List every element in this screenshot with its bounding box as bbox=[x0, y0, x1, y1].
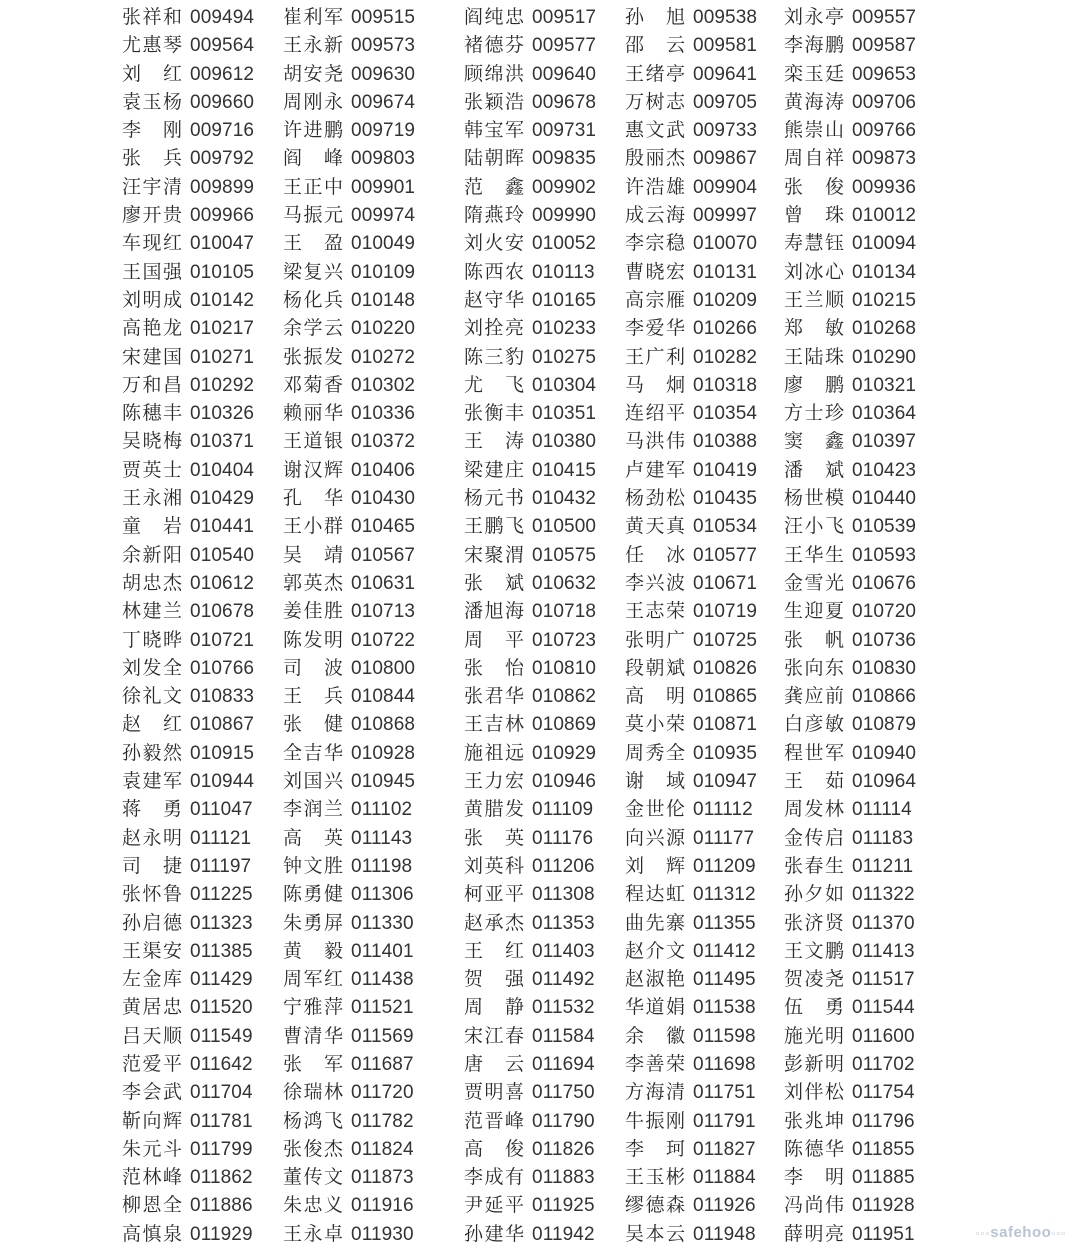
roster-entry: 张向东 010830 bbox=[784, 656, 917, 679]
roster-row bbox=[0, 569, 1080, 597]
roster-entry: 徐瑞林 011720 bbox=[283, 1081, 414, 1104]
roster-entry: 马振元 009974 bbox=[283, 204, 416, 227]
roster-row bbox=[0, 343, 1080, 371]
roster-entry: 范晋峰 011790 bbox=[464, 1109, 595, 1132]
roster-entry: 朱元斗 011799 bbox=[122, 1137, 253, 1160]
roster-entry: 龚应前 010866 bbox=[784, 685, 917, 708]
roster-entry: 王广利 010282 bbox=[625, 345, 758, 368]
roster-entry: 王吉林 010869 bbox=[464, 713, 597, 736]
roster-entry: 贺凌尧 011517 bbox=[784, 968, 915, 991]
roster-entry: 杨世模 010440 bbox=[784, 487, 917, 510]
roster-entry: 黄居忠 011520 bbox=[122, 996, 253, 1019]
roster-entry: 王 茹 010964 bbox=[784, 770, 917, 793]
roster-entry: 许进鹏 009719 bbox=[283, 119, 416, 142]
roster-row bbox=[0, 427, 1080, 455]
roster-entry: 张春生 011211 bbox=[784, 854, 914, 877]
roster-entry: 孙毅然 010915 bbox=[122, 741, 255, 764]
roster-entry: 陈穗丰 010326 bbox=[122, 402, 255, 425]
roster-entry: 汪宇清 009899 bbox=[122, 175, 255, 198]
roster-entry: 林建兰 010678 bbox=[122, 600, 255, 623]
roster-entry: 孙启德 011323 bbox=[122, 911, 253, 934]
roster-entry: 张济贤 011370 bbox=[784, 911, 915, 934]
roster-entry: 王 盈 010049 bbox=[283, 232, 416, 255]
roster-entry: 成云海 009997 bbox=[625, 204, 758, 227]
roster-entry: 赵淑艳 011495 bbox=[625, 968, 756, 991]
roster-entry: 范 鑫 009902 bbox=[464, 175, 597, 198]
roster-entry: 伍 勇 011544 bbox=[784, 996, 915, 1019]
roster-entry: 余新阳 010540 bbox=[122, 543, 255, 566]
roster-entry: 王渠安 011385 bbox=[122, 939, 253, 962]
roster-entry: 吕天顺 011549 bbox=[122, 1024, 253, 1047]
roster-entry: 张振发 010272 bbox=[283, 345, 416, 368]
roster-entry: 靳向辉 011781 bbox=[122, 1109, 253, 1132]
roster-entry: 赵承杰 011353 bbox=[464, 911, 595, 934]
roster-row bbox=[0, 173, 1080, 201]
roster-entry: 袁玉杨 009660 bbox=[122, 90, 255, 113]
roster-entry: 郭英杰 010631 bbox=[283, 571, 416, 594]
roster-entry: 张俊杰 011824 bbox=[283, 1137, 414, 1160]
roster-entry: 张 怡 010810 bbox=[464, 656, 597, 679]
roster-row bbox=[0, 880, 1080, 908]
watermark-dots-left: ▫▫▫ bbox=[975, 1228, 991, 1240]
roster-entry: 曲先寨 011355 bbox=[625, 911, 756, 934]
roster-entry: 冯尚伟 011928 bbox=[784, 1194, 915, 1217]
roster-row bbox=[0, 767, 1080, 795]
roster-entry: 窦 鑫 010397 bbox=[784, 430, 917, 453]
roster-entry: 杨元书 010432 bbox=[464, 487, 597, 510]
roster-entry: 胡忠杰 010612 bbox=[122, 571, 255, 594]
roster-entry: 刘伴松 011754 bbox=[784, 1081, 915, 1104]
roster-row bbox=[0, 484, 1080, 512]
roster-entry: 方士珍 010364 bbox=[784, 402, 917, 425]
roster-entry: 蒋 勇 011047 bbox=[122, 798, 253, 821]
roster-entry: 方海清 011751 bbox=[625, 1081, 756, 1104]
roster-row bbox=[0, 937, 1080, 965]
roster-entry: 黄腊发 011109 bbox=[464, 798, 594, 821]
roster-entry: 陈发明 010722 bbox=[283, 628, 416, 651]
roster-row bbox=[0, 824, 1080, 852]
roster-entry: 范爱平 011642 bbox=[122, 1052, 253, 1075]
roster-row bbox=[0, 60, 1080, 88]
roster-entry: 张兆坤 011796 bbox=[784, 1109, 915, 1132]
roster-entry: 李会武 011704 bbox=[122, 1081, 253, 1104]
roster-entry: 王陆珠 010290 bbox=[784, 345, 917, 368]
roster-entry: 栾玉廷 009653 bbox=[784, 62, 917, 85]
roster-entry: 华道娟 011538 bbox=[625, 996, 756, 1019]
roster-entry: 王玉彬 011884 bbox=[625, 1166, 756, 1189]
roster-entry: 吴晓梅 010371 bbox=[122, 430, 255, 453]
roster-entry: 王绪亭 009641 bbox=[625, 62, 758, 85]
roster-entry: 张祥和 009494 bbox=[122, 6, 255, 28]
roster-row bbox=[0, 626, 1080, 654]
roster-entry: 高艳龙 010217 bbox=[122, 317, 255, 340]
roster-entry: 陈西农 010113 bbox=[464, 260, 595, 283]
roster-entry: 柳恩全 011886 bbox=[122, 1194, 253, 1217]
roster-entry: 程世军 010940 bbox=[784, 741, 917, 764]
roster-row bbox=[0, 116, 1080, 144]
roster-entry: 张 兵 009792 bbox=[122, 147, 255, 170]
roster-entry: 王志荣 010719 bbox=[625, 600, 758, 623]
roster-entry: 张 俊 009936 bbox=[784, 175, 917, 198]
roster-entry: 范林峰 011862 bbox=[122, 1166, 253, 1189]
roster-row bbox=[0, 993, 1080, 1021]
roster-entry: 万树志 009705 bbox=[625, 90, 758, 113]
roster-entry: 阎纯忠 009517 bbox=[464, 6, 597, 28]
roster-entry: 王 兵 010844 bbox=[283, 685, 416, 708]
roster-entry: 李爱华 010266 bbox=[625, 317, 758, 340]
roster-entry: 张 军 011687 bbox=[283, 1052, 414, 1075]
roster-entry: 黄海涛 009706 bbox=[784, 90, 917, 113]
roster-entry: 张 斌 010632 bbox=[464, 571, 597, 594]
roster-entry: 全吉华 010928 bbox=[283, 741, 416, 764]
roster-entry: 褚德芬 009577 bbox=[464, 34, 597, 57]
roster-row bbox=[0, 1050, 1080, 1078]
roster-entry: 李 明 011885 bbox=[784, 1166, 915, 1189]
roster-entry: 李善荣 011698 bbox=[625, 1052, 756, 1075]
roster-entry: 周 静 011532 bbox=[464, 996, 595, 1019]
roster-row bbox=[0, 1022, 1080, 1050]
roster-entry: 刘明成 010142 bbox=[122, 288, 255, 311]
roster-row bbox=[0, 512, 1080, 540]
roster-entry: 薛明亮 011951 bbox=[784, 1222, 915, 1245]
roster-entry: 孔 华 010430 bbox=[283, 487, 416, 510]
roster-entry: 韩宝军 009731 bbox=[464, 119, 597, 142]
roster-entry: 廖 鹏 010321 bbox=[784, 373, 917, 396]
roster-row bbox=[0, 541, 1080, 569]
roster-entry: 贾明喜 011750 bbox=[464, 1081, 595, 1104]
roster-entry: 高慎泉 011929 bbox=[122, 1222, 253, 1245]
roster-entry: 陈勇健 011306 bbox=[283, 883, 414, 906]
roster-entry: 高宗雁 010209 bbox=[625, 288, 758, 311]
roster-entry: 刘国兴 010945 bbox=[283, 770, 416, 793]
roster-entry: 王道银 010372 bbox=[283, 430, 416, 453]
roster-entry: 王鹏飞 010500 bbox=[464, 515, 597, 538]
roster-row bbox=[0, 201, 1080, 229]
roster-row bbox=[0, 144, 1080, 172]
roster-entry: 金雪光 010676 bbox=[784, 571, 917, 594]
watermark-dots-right: ▫▫▫ bbox=[1051, 1228, 1066, 1240]
roster-entry: 彭新明 011702 bbox=[784, 1052, 915, 1075]
roster-entry: 潘 斌 010423 bbox=[784, 458, 917, 481]
roster-row bbox=[0, 1191, 1080, 1219]
roster-entry: 连绍平 010354 bbox=[625, 402, 758, 425]
roster-entry: 孙夕如 011322 bbox=[784, 883, 915, 906]
roster-entry: 王永新 009573 bbox=[283, 34, 416, 57]
roster-entry: 司 波 010800 bbox=[283, 656, 416, 679]
roster-entry: 汪小飞 010539 bbox=[784, 515, 917, 538]
roster-entry: 张 健 010868 bbox=[283, 713, 416, 736]
roster-entry: 曹清华 011569 bbox=[283, 1024, 414, 1047]
roster-entry: 刘发全 010766 bbox=[122, 656, 255, 679]
roster-entry: 马洪伟 010388 bbox=[625, 430, 758, 453]
roster-entry: 吴本云 011948 bbox=[625, 1222, 756, 1245]
roster-row bbox=[0, 1163, 1080, 1191]
roster-entry: 左金库 011429 bbox=[122, 968, 253, 991]
roster-entry: 高 明 010865 bbox=[625, 685, 758, 708]
roster-row bbox=[0, 456, 1080, 484]
roster-row bbox=[0, 682, 1080, 710]
roster-entry: 王兰顺 010215 bbox=[784, 288, 917, 311]
roster-entry: 寿慧钰 010094 bbox=[784, 232, 917, 255]
roster-entry: 赵 红 010867 bbox=[122, 713, 255, 736]
roster-row bbox=[0, 965, 1080, 993]
roster-entry: 赵永明 011121 bbox=[122, 826, 252, 849]
roster-row bbox=[0, 286, 1080, 314]
roster-entry: 黄天真 010534 bbox=[625, 515, 758, 538]
roster-entry: 吴 靖 010567 bbox=[283, 543, 416, 566]
roster-entry: 曾 珠 010012 bbox=[784, 204, 917, 227]
roster-entry: 尹延平 011925 bbox=[464, 1194, 595, 1217]
roster-entry: 梁建庄 010415 bbox=[464, 458, 597, 481]
roster-entry: 余学云 010220 bbox=[283, 317, 416, 340]
roster-entry: 宋聚渭 010575 bbox=[464, 543, 597, 566]
roster-entry: 宋建国 010271 bbox=[122, 345, 255, 368]
roster-entry: 马 炯 010318 bbox=[625, 373, 758, 396]
roster-entry: 陈三豹 010275 bbox=[464, 345, 597, 368]
roster-row bbox=[0, 852, 1080, 880]
roster-entry: 李 珂 011827 bbox=[625, 1137, 756, 1160]
roster-entry: 施光明 011600 bbox=[784, 1024, 915, 1047]
roster-entry: 谢 域 010947 bbox=[625, 770, 758, 793]
roster-entry: 张 帆 010736 bbox=[784, 628, 917, 651]
roster-entry: 赵守华 010165 bbox=[464, 288, 597, 311]
roster-entry: 车现红 010047 bbox=[122, 232, 255, 255]
roster-entry: 金传启 011183 bbox=[784, 826, 914, 849]
roster-entry: 李海鹏 009587 bbox=[784, 34, 917, 57]
roster-row bbox=[0, 371, 1080, 399]
roster-entry: 邓菊香 010302 bbox=[283, 373, 416, 396]
roster-entry: 刘拴亮 010233 bbox=[464, 317, 597, 340]
roster-entry: 万和昌 010292 bbox=[122, 373, 255, 396]
roster-entry: 顾绵洪 009640 bbox=[464, 62, 597, 85]
roster-entry: 殷丽杰 009867 bbox=[625, 147, 758, 170]
roster-entry: 余 徽 011598 bbox=[625, 1024, 756, 1047]
roster-entry: 谢汉辉 010406 bbox=[283, 458, 416, 481]
roster-entry: 钟文胜 011198 bbox=[283, 854, 413, 877]
roster-entry: 张颖浩 009678 bbox=[464, 90, 597, 113]
roster-entry: 莫小荣 010871 bbox=[625, 713, 758, 736]
roster-entry: 宁雅萍 011521 bbox=[283, 996, 414, 1019]
roster-entry: 王永卓 011930 bbox=[283, 1222, 414, 1245]
roster-entry: 柯亚平 011308 bbox=[464, 883, 595, 906]
roster-entry: 周自祥 009873 bbox=[784, 147, 917, 170]
roster-row bbox=[0, 1107, 1080, 1135]
name-roster bbox=[0, 3, 1080, 1248]
roster-entry: 惠文武 009733 bbox=[625, 119, 758, 142]
roster-entry: 缪德森 011926 bbox=[625, 1194, 756, 1217]
roster-row bbox=[0, 3, 1080, 31]
roster-entry: 董传文 011873 bbox=[283, 1166, 414, 1189]
roster-entry: 陆朝晖 009835 bbox=[464, 147, 597, 170]
roster-entry: 孙 旭 009538 bbox=[625, 6, 758, 28]
roster-entry: 刘英科 011206 bbox=[464, 854, 595, 877]
roster-entry: 张 英 011176 bbox=[464, 826, 594, 849]
roster-entry: 赵介文 011412 bbox=[625, 939, 756, 962]
roster-entry: 张君华 010862 bbox=[464, 685, 597, 708]
roster-entry: 尤 飞 010304 bbox=[464, 373, 597, 396]
roster-entry: 丁晓晔 010721 bbox=[122, 628, 255, 651]
roster-row bbox=[0, 1078, 1080, 1106]
roster-entry: 刘火安 010052 bbox=[464, 232, 597, 255]
roster-entry: 崔利军 009515 bbox=[283, 6, 416, 28]
roster-entry: 陈德华 011855 bbox=[784, 1137, 915, 1160]
roster-entry: 刘 辉 011209 bbox=[625, 854, 756, 877]
roster-entry: 王国强 010105 bbox=[122, 260, 255, 283]
roster-entry: 尤惠琴 009564 bbox=[122, 34, 255, 57]
roster-row bbox=[0, 1220, 1080, 1248]
roster-entry: 杨劲松 010435 bbox=[625, 487, 758, 510]
watermark-text: safehoo bbox=[990, 1224, 1052, 1241]
roster-entry: 任 冰 010577 bbox=[625, 543, 758, 566]
roster-entry: 邵 云 009581 bbox=[625, 34, 758, 57]
roster-entry: 司 捷 011197 bbox=[122, 854, 252, 877]
roster-entry: 朱忠义 011916 bbox=[283, 1194, 414, 1217]
roster-entry: 张衡丰 010351 bbox=[464, 402, 597, 425]
roster-entry: 王文鹏 011413 bbox=[784, 939, 915, 962]
roster-entry: 熊崇山 009766 bbox=[784, 119, 917, 142]
roster-entry: 卢建军 010419 bbox=[625, 458, 758, 481]
roster-entry: 黄 毅 011401 bbox=[283, 939, 414, 962]
roster-entry: 李宗稳 010070 bbox=[625, 232, 758, 255]
roster-entry: 程达虹 011312 bbox=[625, 883, 756, 906]
roster-entry: 童 岩 010441 bbox=[122, 515, 255, 538]
roster-entry: 徐礼文 010833 bbox=[122, 685, 255, 708]
roster-entry: 生迎夏 010720 bbox=[784, 600, 917, 623]
roster-row bbox=[0, 31, 1080, 59]
roster-entry: 梁复兴 010109 bbox=[283, 260, 416, 283]
roster-row bbox=[0, 314, 1080, 342]
roster-entry: 刘永亭 009557 bbox=[784, 6, 917, 28]
roster-entry: 潘旭海 010718 bbox=[464, 600, 597, 623]
roster-row bbox=[0, 88, 1080, 116]
roster-entry: 王小群 010465 bbox=[283, 515, 416, 538]
roster-entry: 王正中 009901 bbox=[283, 175, 416, 198]
site-watermark bbox=[976, 1224, 1066, 1241]
roster-entry: 宋江春 011584 bbox=[464, 1024, 595, 1047]
roster-entry: 王华生 010593 bbox=[784, 543, 917, 566]
roster-entry: 孙建华 011942 bbox=[464, 1222, 595, 1245]
roster-entry: 施祖远 010929 bbox=[464, 741, 597, 764]
roster-row bbox=[0, 795, 1080, 823]
roster-row bbox=[0, 710, 1080, 738]
roster-entry: 段朝斌 010826 bbox=[625, 656, 758, 679]
roster-entry: 白彦敏 010879 bbox=[784, 713, 917, 736]
roster-entry: 张明广 010725 bbox=[625, 628, 758, 651]
roster-row bbox=[0, 909, 1080, 937]
roster-entry: 郑 敏 010268 bbox=[784, 317, 917, 340]
roster-entry: 向兴源 011177 bbox=[625, 826, 755, 849]
roster-row bbox=[0, 229, 1080, 257]
roster-entry: 高 英 011143 bbox=[283, 826, 413, 849]
roster-entry: 贺 强 011492 bbox=[464, 968, 595, 991]
roster-entry: 牛振刚 011791 bbox=[625, 1109, 756, 1132]
roster-row bbox=[0, 654, 1080, 682]
roster-entry: 李润兰 011102 bbox=[283, 798, 413, 821]
roster-entry: 许浩雄 009904 bbox=[625, 175, 758, 198]
roster-entry: 阎 峰 009803 bbox=[283, 147, 416, 170]
roster-entry: 刘 红 009612 bbox=[122, 62, 255, 85]
roster-entry: 李 刚 009716 bbox=[122, 119, 255, 142]
roster-entry: 隋燕玲 009990 bbox=[464, 204, 597, 227]
roster-entry: 廖开贵 009966 bbox=[122, 204, 255, 227]
roster-entry: 王 涛 010380 bbox=[464, 430, 597, 453]
roster-row bbox=[0, 597, 1080, 625]
roster-entry: 周 平 010723 bbox=[464, 628, 597, 651]
roster-entry: 袁建军 010944 bbox=[122, 770, 255, 793]
roster-entry: 刘冰心 010134 bbox=[784, 260, 917, 283]
roster-row bbox=[0, 739, 1080, 767]
roster-entry: 李成有 011883 bbox=[464, 1166, 595, 1189]
roster-entry: 胡安尧 009630 bbox=[283, 62, 416, 85]
roster-row bbox=[0, 258, 1080, 286]
roster-entry: 曹晓宏 010131 bbox=[625, 260, 758, 283]
roster-row bbox=[0, 399, 1080, 427]
roster-entry: 周军红 011438 bbox=[283, 968, 414, 991]
roster-entry: 李兴波 010671 bbox=[625, 571, 758, 594]
roster-entry: 王 红 011403 bbox=[464, 939, 595, 962]
roster-entry: 高 俊 011826 bbox=[464, 1137, 595, 1160]
roster-entry: 周发林 011114 bbox=[784, 798, 912, 821]
roster-entry: 贾英士 010404 bbox=[122, 458, 255, 481]
roster-entry: 周刚永 009674 bbox=[283, 90, 416, 113]
roster-entry: 朱勇屏 011330 bbox=[283, 911, 414, 934]
roster-entry: 杨鸿飞 011782 bbox=[283, 1109, 414, 1132]
roster-entry: 王永湘 010429 bbox=[122, 487, 255, 510]
roster-entry: 杨化兵 010148 bbox=[283, 288, 416, 311]
roster-entry: 周秀全 010935 bbox=[625, 741, 758, 764]
roster-entry: 王力宏 010946 bbox=[464, 770, 597, 793]
roster-entry: 金世伦 011112 bbox=[625, 798, 753, 821]
roster-entry: 唐 云 011694 bbox=[464, 1052, 595, 1075]
roster-entry: 姜佳胜 010713 bbox=[283, 600, 416, 623]
roster-row bbox=[0, 1135, 1080, 1163]
roster-entry: 张怀鲁 011225 bbox=[122, 883, 253, 906]
roster-entry: 赖丽华 010336 bbox=[283, 402, 416, 425]
